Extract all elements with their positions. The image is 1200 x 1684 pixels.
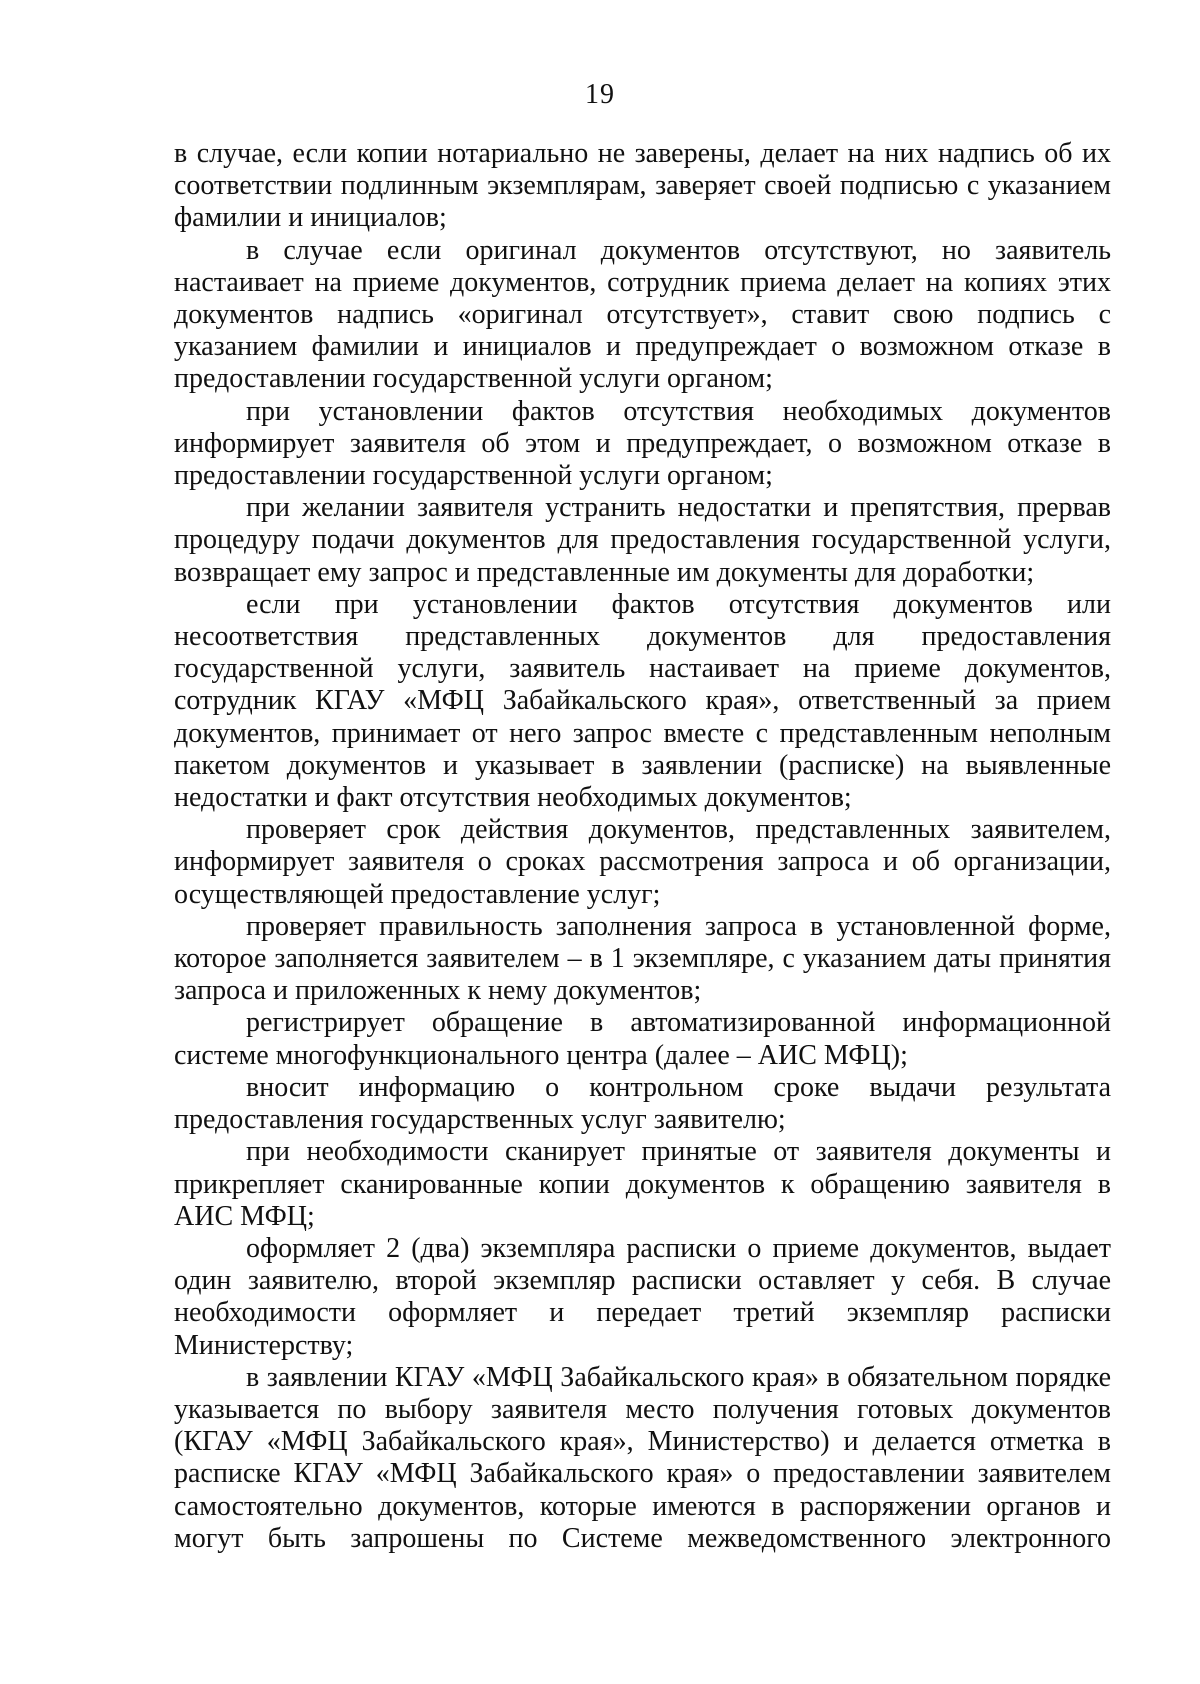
body-text xyxy=(174,138,1111,1555)
paragraph: при установлении фактов отсутствия необходимых документов информирует заявителя об этом и предупреждает, о возможном отказе в предоставлении государственной услуги органом; xyxy=(174,395,1111,492)
paragraph: в случае, если копии нотариально не заверены, делает на них надпись об их соответствии подлинным экземплярам, заверяет своей подписью с указанием фамилии и инициалов; xyxy=(174,138,1111,234)
paragraph: в заявлении КГАУ «МФЦ Забайкальского края» в обязательном порядке указывается по выбору заявителя место получения готовых документов (КГАУ «МФЦ Забайкальского края», Министерство) и делается отметка в расписке КГАУ «МФЦ Забайкальского края» о предоставлении заявителем самостоятельно документов, которые имеются в распоряжении органов и могут быть запрошены по Системе межведомственного электронного xyxy=(174,1361,1111,1554)
paragraph: если при установлении фактов отсутствия документов или несоответствия представленных документов для предоставления государственной услуги, заявитель настаивает на приеме документов, сотрудник КГАУ «МФЦ Забайкальского края», ответственный за прием документов, принимает от него запрос вместе с представленным неполным пакетом документов и указывает в заявлении (расписке) на выявленные недостатки и факт отсутствия необходимых документов; xyxy=(174,588,1111,814)
paragraph: при желании заявителя устранить недостатки и препятствия, прервав процедуру подачи документов для предоставления государственной услуги, возвращает ему запрос и представленные им документы для доработки; xyxy=(174,492,1111,588)
paragraph: проверяет срок действия документов, представленных заявителем, информирует заявителя о сроках рассмотрения запроса и об организации, осуществляющей предоставление услуг; xyxy=(174,814,1111,910)
paragraph: в случае если оригинал документов отсутствуют, но заявитель настаивает на приеме документов, сотрудник приема делает на копиях этих документов надпись «оригинал отсутствует», ставит свою подпись с указанием фамилии и инициалов и предупреждает о возможном отказе в предоставлении государственной услуги органом; xyxy=(174,234,1111,395)
paragraph: проверяет правильность заполнения запроса в установленной форме, которое заполняется заявителем – в 1 экземпляре, с указанием даты принятия запроса и приложенных к нему документов; xyxy=(174,910,1111,1007)
paragraph: регистрирует обращение в автоматизированной информационной системе многофункционального центра (далее – АИС МФЦ); xyxy=(174,1007,1111,1071)
paragraph: вносит информацию о контрольном сроке выдачи результата предоставления государственных услуг заявителю; xyxy=(174,1071,1111,1136)
paragraph: при необходимости сканирует принятые от заявителя документы и прикрепляет сканированные копии документов к обращению заявителя в АИС МФЦ; xyxy=(174,1136,1111,1232)
page-number: 19 xyxy=(585,79,615,110)
paragraph: оформляет 2 (два) экземпляра расписки о приеме документов, выдает один заявителю, второй экземпляр расписки оставляет у себя. В случае необходимости оформляет и передает третий экземпляр расписки Министерству; xyxy=(174,1232,1111,1361)
